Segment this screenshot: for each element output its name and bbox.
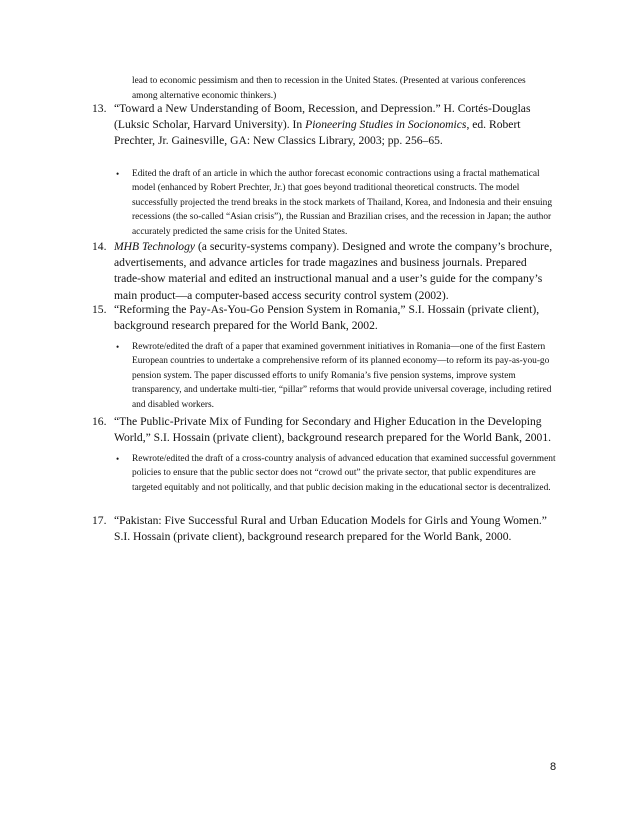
entry-number: 15. <box>92 303 107 316</box>
bullet-icon: • <box>116 454 120 464</box>
bullet-item <box>116 452 556 495</box>
entry-citation: “Pakistan: Five Successful Rural and Urban Education Models for Girls and Young Women.” S.I. Hossain (private client), background research prepared for the World Bank, 2000. <box>114 514 547 544</box>
page-number: 8 <box>550 761 557 773</box>
entry-15 <box>92 302 554 334</box>
continuation-text: lead to economic pessimism and then to recession in the United States. (Presented at various conferences among alternative economic thinkers.) <box>132 76 526 101</box>
entry-citation: MHB Technology (a security-systems company). Designed and wrote the company’s brochure, advertisements, and advance articles for trade magazines and business journals. Prepared trade-show material and edited an instructional manual and a user’s guide for the company’s main product—a computer-based access security control system (2002). <box>114 240 553 302</box>
bullet-text: Rewrote/edited the draft of a cross-country analysis of advanced education that examined successful government policies to ensure that the public sector does not “crowd out” the private sector, that public expenditures are targeted equitably and not politically, and that public decision making in the educational sector is decentralized. <box>132 454 556 493</box>
bullet-icon: • <box>116 169 120 179</box>
bullet-item <box>116 167 556 239</box>
entry-13 <box>92 101 554 150</box>
entry-citation: “Reforming the Pay-As-You-Go Pension System in Romania,” S.I. Hossain (private client), background research prepared for the World Bank, 2002. <box>114 303 540 333</box>
entry-number: 13. <box>92 102 107 115</box>
entry-number: 17. <box>92 514 107 527</box>
entry-16 <box>92 414 554 446</box>
bullet-text: Rewrote/edited the draft of a paper that examined government initiatives in Romania—one of the first Eastern European countries to undertake a comprehensive reform of its planned economy—to reform its pay-as-you-go pension system. The paper discussed efforts to unify Romania’s five pension systems, improve system transparency, and undertake multi-tier, “pillar” reforms that would provide universal coverage, including retired and disabled workers. <box>132 342 552 410</box>
entry-17 <box>92 513 554 545</box>
entry-citation: “The Public-Private Mix of Funding for Secondary and Higher Education in the Developing World,” S.I. Hossain (private client), background research prepared for the World Bank, 2001. <box>114 415 552 445</box>
entry-citation: “Toward a New Understanding of Boom, Recession, and Depression.” H. Cortés-Douglas (Luksic Scholar, Harvard University). In Pioneering Studies in Socionomics, ed. Robert Prechter, Jr. Gainesville, GA: New Classics Library, 2003; pp. 256–65. <box>114 102 531 148</box>
entry-14 <box>92 239 554 304</box>
bullet-item <box>116 340 556 412</box>
company-name: MHB Technology <box>114 240 196 253</box>
entry-number: 14. <box>92 240 107 253</box>
bullet-text: Edited the draft of an article in which the author forecast economic contractions using a fractal mathematical model (enhanced by Robert Prechter, Jr.) that goes beyond traditional theoretical constructs. The model successfully projected the trend breaks in the stock markets of Thailand, Korea, and Indonesia and their ensuing recessions (the so-called “Asian crisis”), the Russian and Brazilian crises, and the recession in Japan; the author accurately predicted the same crisis for the United States. <box>132 169 553 237</box>
book-title: Pioneering Studies in Socionomics <box>305 118 467 132</box>
bullet-icon: • <box>116 342 120 352</box>
entry-number: 16. <box>92 415 107 428</box>
